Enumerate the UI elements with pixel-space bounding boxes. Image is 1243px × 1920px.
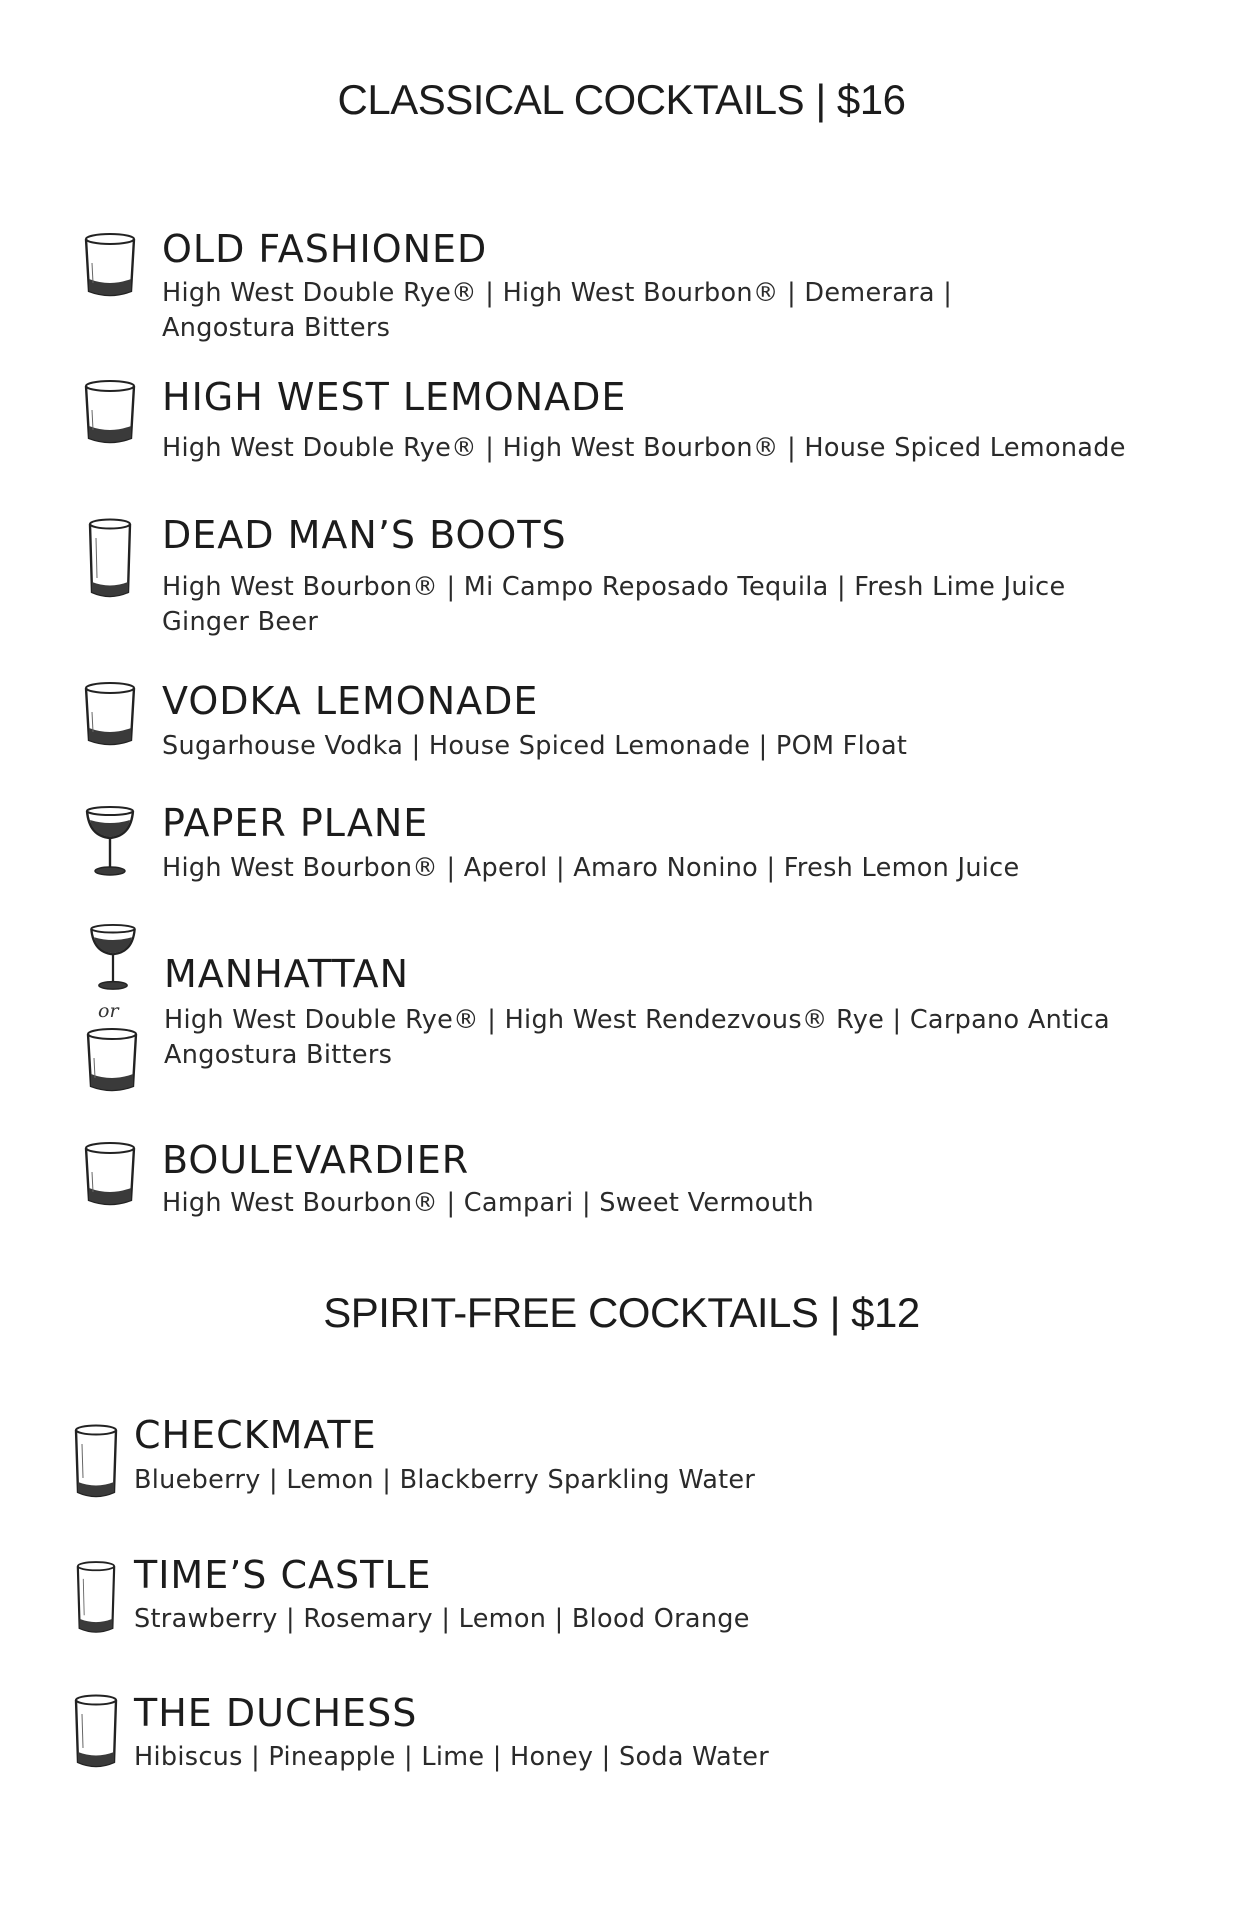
spirit-free-cocktails-title: SPIRIT-FREE COCKTAILS | $12 xyxy=(323,1289,920,1336)
item-desc-line-2: Ginger Beer xyxy=(162,607,319,637)
item-desc-line-1: High West Double Rye® | High West Rendezvous® Rye | Carpano Antica xyxy=(164,1005,1110,1035)
item-desc-line-1: High West Bourbon® | Aperol | Amaro Nonino | Fresh Lemon Juice xyxy=(162,853,1020,883)
item-name: HIGH WEST LEMONADE xyxy=(162,375,627,419)
rocks-glass-icon xyxy=(84,682,136,748)
item-desc-line-1: High West Bourbon® | Campari | Sweet Vermouth xyxy=(162,1188,814,1218)
rocks-glass-icon xyxy=(84,380,136,446)
item-desc-line-1: High West Bourbon® | Mi Campo Reposado Tequila | Fresh Lime Juice xyxy=(162,572,1066,602)
highball-glass-icon xyxy=(88,518,132,600)
item-name: PAPER PLANE xyxy=(162,801,429,845)
rocks-glass-icon xyxy=(86,1028,138,1094)
item-desc-line-1: High West Double Rye® | High West Bourbon® | House Spiced Lemonade xyxy=(162,433,1126,463)
item-name: CHECKMATE xyxy=(134,1413,377,1457)
item-name: MANHATTAN xyxy=(164,952,410,996)
item-desc-line-2: Angostura Bitters xyxy=(164,1040,393,1070)
item-name: VODKA LEMONADE xyxy=(162,679,539,723)
highball-glass-icon xyxy=(76,1556,116,1640)
item-desc-line-1: Sugarhouse Vodka | House Spiced Lemonade | POM Float xyxy=(162,731,908,761)
classical-cocktails-title: CLASSICAL COCKTAILS | $16 xyxy=(337,76,906,123)
item-name: TIME’S CASTLE xyxy=(134,1553,432,1597)
item-desc-line-1: Hibiscus | Pineapple | Lime | Honey | Soda Water xyxy=(134,1742,770,1772)
item-name: OLD FASHIONED xyxy=(162,227,488,271)
item-name: THE DUCHESS xyxy=(134,1691,418,1735)
rocks-glass-icon xyxy=(84,233,136,299)
rocks-glass-icon xyxy=(84,1142,136,1208)
or-label: or xyxy=(98,1000,119,1022)
item-name: DEAD MAN’S BOOTS xyxy=(162,513,567,557)
coupe-glass-icon xyxy=(84,806,136,878)
collins-glass-icon xyxy=(74,1694,118,1770)
collins-glass-icon xyxy=(74,1424,118,1500)
item-desc-line-1: Strawberry | Rosemary | Lemon | Blood Orange xyxy=(134,1604,750,1634)
item-desc-line-2: Angostura Bitters xyxy=(162,313,391,343)
coupe-glass-icon xyxy=(88,924,138,992)
item-name: BOULEVARDIER xyxy=(162,1138,470,1182)
item-desc-line-1: High West Double Rye® | High West Bourbon® | Demerara | xyxy=(162,278,953,308)
item-desc-line-1: Blueberry | Lemon | Blackberry Sparkling Water xyxy=(134,1465,756,1495)
